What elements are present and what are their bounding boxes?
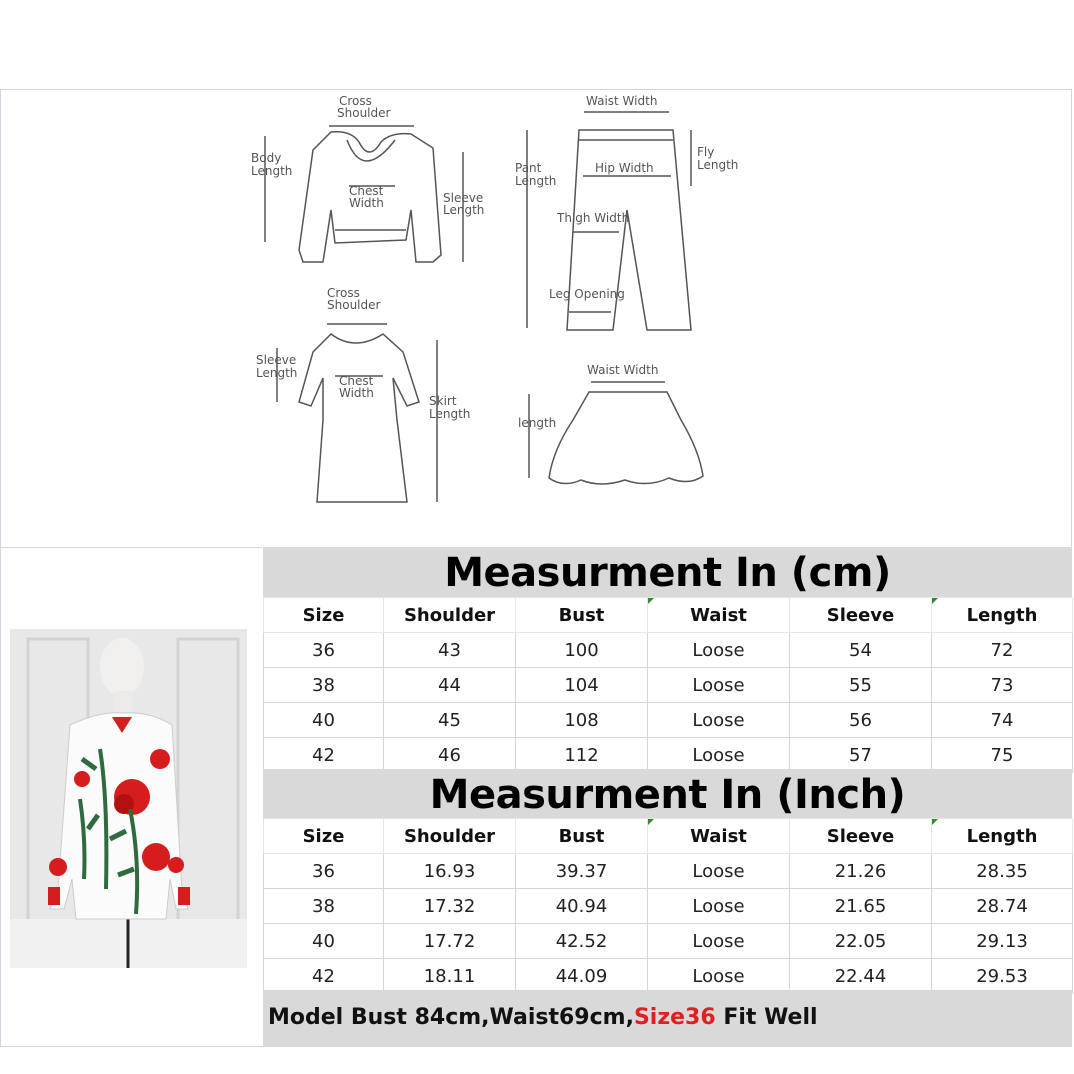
table-row	[264, 668, 1073, 703]
dress-diagram	[256, 286, 470, 502]
mannequin-head	[100, 638, 144, 696]
pants-waist-width-label: Waist Width	[586, 94, 658, 108]
dress-chest-width-label: Width	[339, 386, 374, 400]
cell-comment-marker	[648, 819, 654, 825]
cell-sleeve: 21.26	[790, 854, 932, 889]
col-header-waist: Waist	[648, 819, 790, 854]
cell-shoulder: 45	[384, 703, 516, 738]
note-suffix: Fit Well	[715, 1005, 818, 1030]
table-row	[264, 738, 1073, 773]
skirt-diagram	[518, 363, 703, 484]
col-header-shoulder: Shoulder	[384, 598, 516, 633]
cell-bust: 100	[516, 633, 648, 668]
skirt-waist-width-label: Waist Width	[587, 363, 659, 377]
col-header-shoulder: Shoulder	[384, 819, 516, 854]
cell-size: 38	[264, 668, 384, 703]
cell-waist: Loose	[648, 633, 790, 668]
table-row	[264, 924, 1073, 959]
cell-comment-marker	[932, 598, 938, 604]
cell-comment-marker	[648, 598, 654, 604]
col-header-sleeve: Sleeve	[790, 598, 932, 633]
pants-pant-label: Pant	[515, 161, 542, 175]
top-body-length-label: Length	[251, 164, 293, 178]
dress-shoulder-label: Shoulder	[327, 298, 381, 312]
cell-size: 42	[264, 738, 384, 773]
skirt-length-label: length	[518, 416, 557, 430]
top-diagram	[251, 94, 484, 262]
col-header-waist: Waist	[648, 598, 790, 633]
top-sleeve-length-label: Length	[443, 203, 485, 217]
dress-skirt-label: Skirt	[429, 394, 457, 408]
cell-shoulder: 44	[384, 668, 516, 703]
cell-length: 28.74	[932, 889, 1073, 924]
table-row	[264, 889, 1073, 924]
dress-skirt-length-label: Length	[429, 407, 471, 421]
cell-shoulder: 46	[384, 738, 516, 773]
cm-header-row	[264, 598, 1073, 633]
table-row	[264, 959, 1073, 994]
inch-size-table	[263, 818, 1073, 994]
cell-length: 29.53	[932, 959, 1073, 994]
cell-bust: 42.52	[516, 924, 648, 959]
cell-size: 36	[264, 854, 384, 889]
top-cross-label: Cross	[339, 94, 372, 108]
pants-fly-length-label: Length	[697, 158, 739, 172]
cell-waist: Loose	[648, 738, 790, 773]
pants-fly-label: Fly	[697, 145, 715, 159]
cell-waist: Loose	[648, 959, 790, 994]
top-chest-label: Chest	[349, 184, 384, 198]
cell-sleeve: 56	[790, 703, 932, 738]
col-header-sleeve: Sleeve	[790, 819, 932, 854]
cell-sleeve: 21.65	[790, 889, 932, 924]
cell-bust: 112	[516, 738, 648, 773]
cell-length: 29.13	[932, 924, 1073, 959]
cell-bust: 108	[516, 703, 648, 738]
pants-thigh-width-label: Thigh Width	[557, 211, 630, 225]
cm-table-title: Measurment In (cm)	[263, 547, 1072, 597]
pants-leg-opening-label: Leg Opening	[549, 287, 625, 301]
size-chart	[263, 547, 1072, 1046]
dress-chest-label: Chest	[339, 374, 374, 388]
pants-pant-length-label: Length	[515, 174, 557, 188]
inch-table-title: Measurment In (Inch)	[263, 769, 1072, 819]
cell-sleeve: 54	[790, 633, 932, 668]
cell-length: 74	[932, 703, 1073, 738]
col-header-length: Length	[932, 598, 1073, 633]
top-sleeve-label: Sleeve	[443, 191, 484, 205]
cell-waist: Loose	[648, 668, 790, 703]
cell-comment-marker	[932, 819, 938, 825]
col-header-bust: Bust	[516, 819, 648, 854]
cell-size: 38	[264, 889, 384, 924]
dress-cross-label: Cross	[327, 286, 360, 300]
cell-length: 75	[932, 738, 1073, 773]
measurement-diagrams	[1, 90, 1071, 546]
pants-hip-width-label: Hip Width	[595, 161, 654, 175]
cell-bust: 40.94	[516, 889, 648, 924]
col-header-size: Size	[264, 598, 384, 633]
cell-bust: 44.09	[516, 959, 648, 994]
cell-waist: Loose	[648, 703, 790, 738]
product-photo-panel	[1, 547, 262, 1046]
model-fit-note	[263, 990, 1072, 1046]
cell-shoulder: 18.11	[384, 959, 516, 994]
cell-waist: Loose	[648, 854, 790, 889]
col-header-length: Length	[932, 819, 1073, 854]
top-chest-width-label: Width	[349, 196, 384, 210]
product-photo	[10, 629, 247, 968]
cell-size: 40	[264, 924, 384, 959]
cell-sleeve: 57	[790, 738, 932, 773]
col-header-size: Size	[264, 819, 384, 854]
cell-shoulder: 17.32	[384, 889, 516, 924]
cell-size: 36	[264, 633, 384, 668]
cell-length: 73	[932, 668, 1073, 703]
cell-shoulder: 43	[384, 633, 516, 668]
cell-size: 42	[264, 959, 384, 994]
table-row	[264, 854, 1073, 889]
table-row	[264, 633, 1073, 668]
cell-sleeve: 22.05	[790, 924, 932, 959]
cell-bust: 39.37	[516, 854, 648, 889]
cell-waist: Loose	[648, 924, 790, 959]
dress-sleeve-label: Sleeve	[256, 353, 297, 367]
cell-length: 72	[932, 633, 1073, 668]
cell-waist: Loose	[648, 889, 790, 924]
note-prefix: Model Bust 84cm,Waist69cm,	[268, 1005, 634, 1030]
col-header-bust: Bust	[516, 598, 648, 633]
cell-shoulder: 17.72	[384, 924, 516, 959]
cell-bust: 104	[516, 668, 648, 703]
top-body-label: Body	[251, 151, 282, 165]
table-row	[264, 703, 1073, 738]
cm-size-table	[263, 597, 1073, 773]
top-shoulder-label: Shoulder	[337, 106, 391, 120]
cell-sleeve: 55	[790, 668, 932, 703]
garment-diagram-svg	[1, 90, 1071, 546]
cell-sleeve: 22.44	[790, 959, 932, 994]
inch-header-row	[264, 819, 1073, 854]
cell-shoulder: 16.93	[384, 854, 516, 889]
dress-sleeve-length-label: Length	[256, 366, 298, 380]
cell-size: 40	[264, 703, 384, 738]
pants-diagram	[515, 94, 738, 330]
cell-length: 28.35	[932, 854, 1073, 889]
note-highlight-size: Size36	[633, 1005, 716, 1030]
